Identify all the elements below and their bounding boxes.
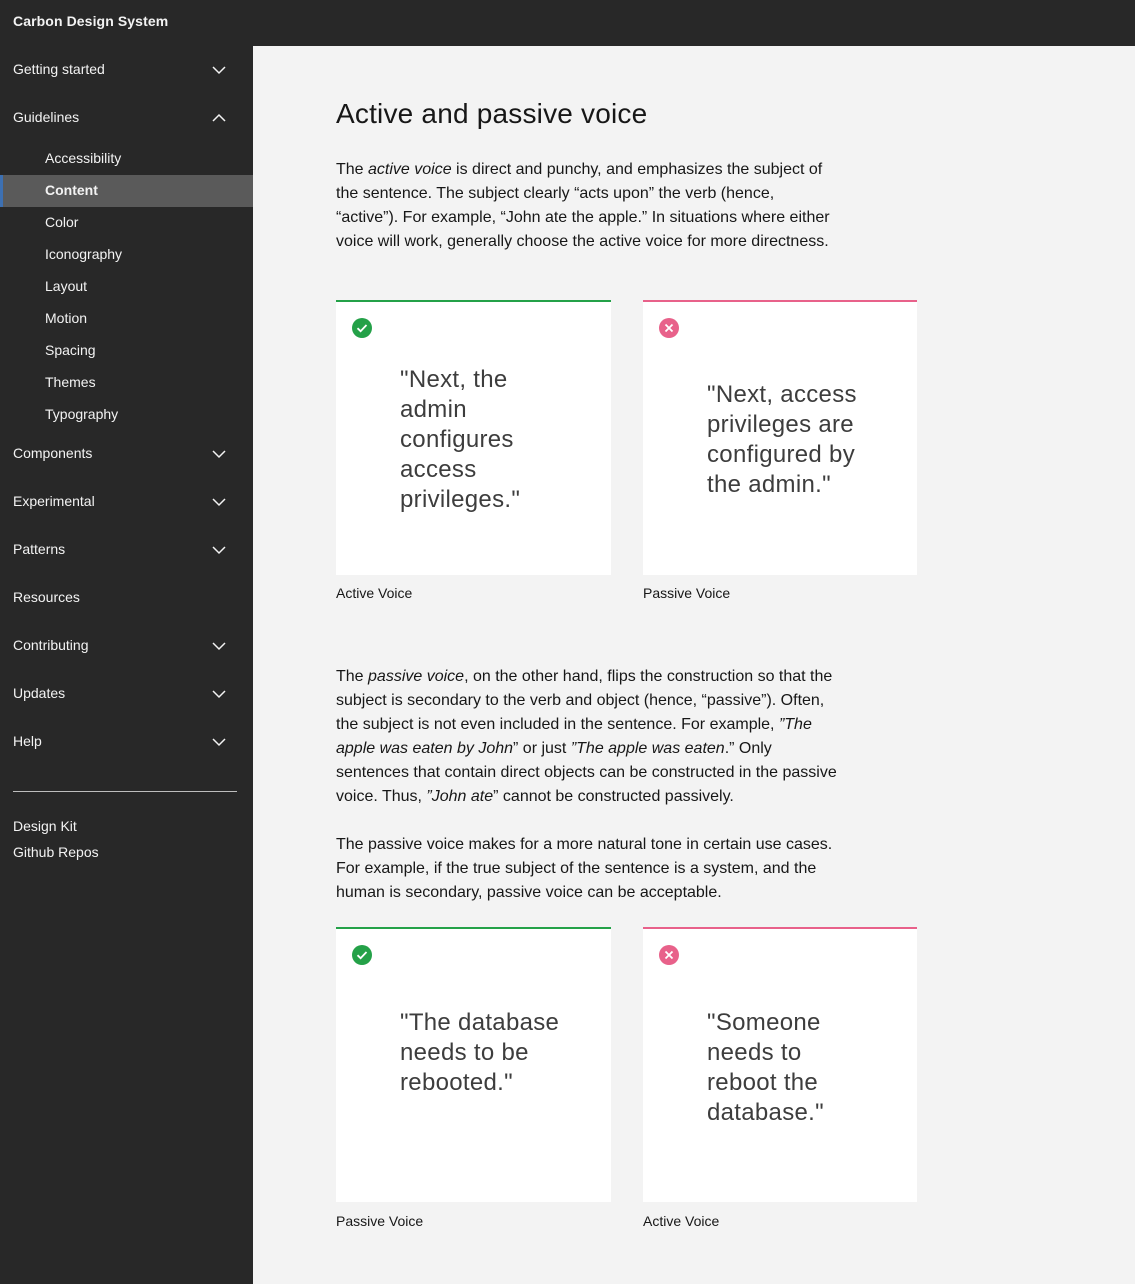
chevron-down-icon <box>211 496 227 508</box>
sidebar-subitem-label: Content <box>45 182 98 198</box>
github-repos-link[interactable]: Github Repos <box>13 844 99 860</box>
checkmark-icon <box>352 945 372 965</box>
passive-voice-paragraph: The passive voice, on the other hand, flips the construction so that the subject is secondary to the verb and object (hence, “passive”). Often, the subject is not even included in the sentence. For example, ”The apple was eaten by John” or just ”The apple was eaten.” Only sentences that contain direct objects can be constructed in the passive voice. Thus, ”John ate” cannot be constructed passively. <box>336 668 837 805</box>
example-quote: "Next, access privileges are configured by the admin." <box>707 381 857 498</box>
sidebar-subitem-content[interactable] <box>0 175 253 207</box>
top-bar <box>0 0 1135 46</box>
sidebar-subitem-color[interactable] <box>0 207 253 239</box>
chevron-down-icon <box>211 640 227 652</box>
chevron-down-icon <box>211 64 227 76</box>
sidebar-item-label: Resources <box>13 589 80 605</box>
example-card-dont <box>643 300 917 575</box>
close-icon <box>659 318 679 338</box>
example-caption: Active Voice <box>643 1213 720 1229</box>
sidebar-subitem-layout[interactable] <box>0 271 253 303</box>
chevron-down-icon <box>211 688 227 700</box>
sidebar-item-patterns[interactable] <box>0 526 253 574</box>
sidebar-subitem-label: Spacing <box>45 342 96 358</box>
sidebar-item-label: Components <box>13 445 93 461</box>
example-caption: Passive Voice <box>336 1213 424 1229</box>
sidebar-subitem-themes[interactable] <box>0 367 253 399</box>
example-quote: "Someone needs to reboot the database." <box>707 1009 824 1126</box>
sidebar-divider <box>13 791 237 792</box>
chevron-down-icon <box>211 736 227 748</box>
sidebar-subitem-label: Iconography <box>45 246 123 262</box>
sidebar-item-label: Patterns <box>13 541 66 557</box>
sidebar-item-label: Experimental <box>13 493 95 509</box>
close-icon <box>659 945 679 965</box>
sidebar-item-label: Getting started <box>13 61 105 77</box>
sidebar-subitem-spacing[interactable] <box>0 335 253 367</box>
sidebar-item-resources[interactable] <box>0 574 253 622</box>
sidebar-subitem-label: Layout <box>45 278 88 294</box>
sidebar-subitem-iconography[interactable] <box>0 239 253 271</box>
sidebar-subitem-label: Typography <box>45 406 119 422</box>
sidebar-subitem-accessibility[interactable] <box>0 143 253 175</box>
example-card-do <box>336 300 611 575</box>
sidebar-subitem-label: Color <box>45 214 79 230</box>
main-content <box>253 46 1135 1284</box>
sidebar-item-help[interactable] <box>0 718 253 766</box>
sidebar-subitem-label: Motion <box>45 310 88 326</box>
example-card-dont <box>643 927 917 1202</box>
sidebar-item-guidelines[interactable] <box>0 94 253 142</box>
example-quote: "The database needs to be rebooted." <box>400 1009 560 1096</box>
chevron-down-icon <box>211 544 227 556</box>
checkmark-icon <box>352 318 372 338</box>
chevron-down-icon <box>211 448 227 460</box>
chevron-up-icon <box>211 112 227 124</box>
example-caption: Active Voice <box>336 585 413 601</box>
sidebar-subitem-label: Themes <box>45 374 96 390</box>
example-card-do <box>336 927 611 1202</box>
sidebar-item-label: Contributing <box>13 637 89 653</box>
sidebar-subitem-label: Accessibility <box>45 150 122 166</box>
natural-tone-paragraph: The passive voice makes for a more natural tone in certain use cases. For example, if the true subject of the sentence is a system, and the human is secondary, passive voice can be acceptable. <box>336 836 833 901</box>
page-title: Active and passive voice <box>336 98 648 129</box>
sidebar-item-label: Updates <box>13 685 66 701</box>
sidebar-subitem-motion[interactable] <box>0 303 253 335</box>
brand-title[interactable]: Carbon Design System <box>13 13 169 29</box>
active-voice-paragraph: The active voice is direct and punchy, and emphasizes the subject of the sentence. The subject clearly “acts upon” the verb (hence, “active”). For example, “John ate the apple.” In situations where either voice will work, generally choose the active voice for more directness. <box>336 161 830 250</box>
sidebar-item-experimental[interactable] <box>0 478 253 526</box>
sidebar-item-contributing[interactable] <box>0 622 253 670</box>
example-caption: Passive Voice <box>643 585 731 601</box>
sidebar-item-label: Help <box>13 733 42 749</box>
sidebar-subitem-typography[interactable] <box>0 399 253 431</box>
sidebar-item-updates[interactable] <box>0 670 253 718</box>
sidebar-item-components[interactable] <box>0 430 253 478</box>
sidebar-item-getting-started[interactable] <box>0 46 253 94</box>
design-kit-link[interactable]: Design Kit <box>13 818 77 834</box>
sidebar-item-label: Guidelines <box>13 109 80 125</box>
example-quote: "Next, the admin configures access privileges." <box>400 366 521 513</box>
sidebar-nav <box>0 46 253 1284</box>
